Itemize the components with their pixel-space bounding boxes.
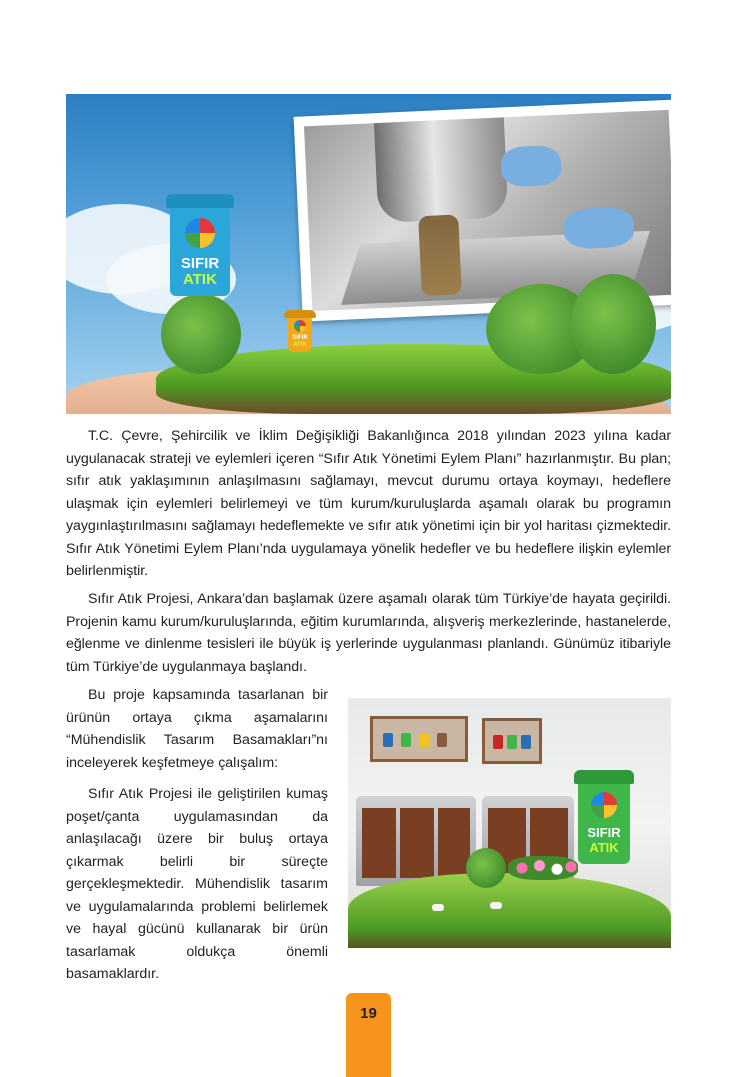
bin-label-line1: SIFIR	[587, 825, 621, 840]
zero-waste-bin-blue	[170, 204, 230, 296]
cooking-pot	[373, 110, 508, 223]
page-number: 19	[360, 1005, 377, 1022]
cow-figure	[490, 902, 502, 909]
waste-bin-compartment	[362, 808, 396, 878]
zero-waste-bin-orange	[288, 316, 312, 352]
glove-icon	[500, 145, 562, 188]
bin-label-line2: ATIK	[589, 840, 619, 855]
cow-figure	[432, 904, 444, 911]
bin-label-line1: SIFIR	[180, 255, 220, 272]
page-number-tab	[346, 993, 391, 1077]
info-poster	[370, 716, 468, 762]
bin-label-line2: ATIK	[183, 271, 217, 288]
recycle-logo-icon	[294, 320, 306, 332]
bush	[571, 274, 656, 374]
grass-field	[348, 873, 671, 948]
waste-bin-compartment	[400, 808, 434, 878]
flowers	[508, 856, 578, 880]
hero-image	[66, 94, 671, 414]
bin-label-line1: SIFIR	[292, 335, 308, 341]
bush	[161, 294, 241, 374]
recycle-logo-icon	[185, 218, 215, 248]
paragraph-design-steps	[66, 684, 328, 774]
paragraph-text: Sıfır Atık Projesi, Ankara’dan başlamak üzere aşamalı olarak tüm Türkiye’de hayata geçirildi. Projenin kamu kurum/kuruluşlarında, eğitim kurumlarında, alışveriş merkezlerinde, hastanelerde, eğlenme ve dinlenme tesisleri ile büyük iş yerlerinde uygulanması planlandı. Günümüz itibariyle tüm Türkiye’de uygulanmaya başlandı.	[66, 591, 671, 675]
paragraph-text: Sıfır Atık Projesi ile geliştirilen kumaş poşet/çanta uygulamasından da anlaşılacağı üzere bir buluş ortaya çıkarmak belirli bir süreçte gerçekleşmektedir. Mühendislik tasarım ve uygulamalarında problemi belirlemek ve hayal gücünü kullanarak bir ürün tasarlamak oldukça önemli basamaklardır.	[66, 786, 328, 982]
bin-lid	[166, 194, 234, 208]
paragraph-invention	[66, 783, 328, 986]
info-poster	[482, 718, 542, 764]
paragraph-action-plan	[66, 425, 671, 583]
paragraph-text: T.C. Çevre, Şehircilik ve İklim Değişikliği Bakanlığınca 2018 yılından 2023 yılına kadar uygulanacak strateji ve eylemleri içeren “Sıfır Atık Yönetimi Eylem Planı” hazırlanmıştır. Bu plan; sıfır atık yaklaşımının anlaşılmasını sağlamayı, mevcut durumu ortaya koymayı, hedeflere ulaşmak için eylemleri belirlemeyi ve tüm kurum/kuruluşlarda aşamalı olarak bu programın yaygınlaştırılmasını sağlamayı hedeflemekte ve sıfır atık yönetimi için bir yol haritası çizmektedir. Sıfır Atık Yönetimi Eylem Planı’nda uygulamaya yönelik hedefler ve bu hedeflere ilişkin eylemler belirlenmiştir.	[66, 428, 671, 579]
glove-icon	[563, 207, 635, 250]
bin-label-line2: ATIK	[293, 342, 307, 348]
recycling-station-image	[348, 698, 671, 948]
bin-lid	[284, 310, 316, 318]
bin-lid	[574, 770, 634, 784]
paragraph-text: Bu proje kapsamında tasarlanan bir ürünün ortaya çıkma aşamalarını “Mühendislik Tasarım Basamakları”nı inceleyerek keşfetmeye çalışalım:	[66, 687, 328, 771]
zero-waste-bin-green	[578, 780, 630, 864]
pouring-oil	[418, 214, 462, 296]
paragraph-project	[66, 588, 671, 678]
recycle-logo-icon	[591, 792, 617, 818]
bush	[466, 848, 506, 888]
waste-station	[356, 796, 476, 886]
